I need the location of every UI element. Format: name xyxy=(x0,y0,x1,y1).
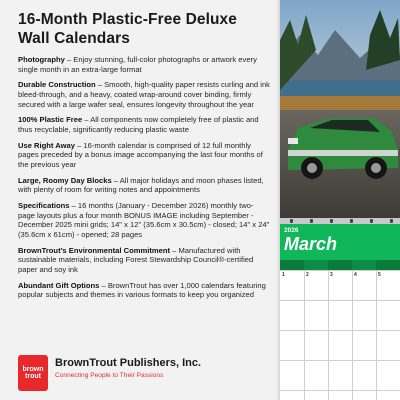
feature-heading: Durable Construction xyxy=(18,80,96,90)
feature-heading: BrownTrout’s Environmental Commitment xyxy=(18,245,171,255)
month-header xyxy=(280,224,400,260)
publisher-footer xyxy=(18,355,278,395)
logo-text-top: brown xyxy=(22,366,44,373)
publisher-name: BrownTrout Publishers, Inc. xyxy=(55,357,202,369)
feature-heading: Photography xyxy=(18,55,65,64)
grid-line xyxy=(280,270,400,271)
feature-item xyxy=(18,80,270,109)
feature-heading: Use Right Away xyxy=(18,140,75,150)
grid-line xyxy=(352,270,353,400)
day-header xyxy=(304,260,328,270)
feature-text: – Enjoy stunning, full-color photographs or artwork every single month in an extra-large format xyxy=(18,55,257,74)
browntrout-logo xyxy=(18,355,48,391)
publisher-tagline: Connecting People to Their Passions xyxy=(55,372,164,379)
day-number: 4 xyxy=(354,272,357,278)
feature-item xyxy=(18,115,270,134)
feature-text: – BrownTrout has over 1,000 calendars featuring popular subjects and themes in various formats to keep you organized xyxy=(18,280,266,300)
feature-heading: Large, Roomy Day Blocks xyxy=(18,175,112,185)
feature-item xyxy=(18,201,270,239)
day-number: 1 xyxy=(282,272,285,278)
page-title: 16-Month Plastic-Free Deluxe Wall Calendars xyxy=(18,11,237,47)
binding-hole xyxy=(370,219,373,223)
grid-line xyxy=(280,360,400,361)
calendar-photo xyxy=(280,0,400,218)
feature-heading: Specifications xyxy=(18,201,70,211)
day-header xyxy=(352,260,376,270)
car-photo-image xyxy=(280,0,400,218)
feature-text: – Manufactured with sustainable materials, including Forest Stewardship Council®-certified paper and soy ink xyxy=(18,245,254,274)
binding-hole xyxy=(310,219,313,223)
feature-text: – Smooth, high-quality paper resists curling and ink bleed-through, and a heavy, coated wrap-around cover binding, firmly secured with a large wafer seal, ensures longevity throughout the year xyxy=(18,80,270,109)
day-number: 5 xyxy=(378,272,381,278)
feature-text: – 16-month calendar is comprised of 12 full monthly pages preceded by a bonus image accompanying the last four months of the previous year xyxy=(18,140,263,169)
binding-hole xyxy=(390,219,393,223)
feature-list xyxy=(18,55,270,306)
grid-line xyxy=(376,270,377,400)
grid-line xyxy=(280,300,400,301)
feature-text: – All major holidays and moon phases listed, with plenty of room for writing notes and appointments xyxy=(18,175,264,195)
day-number: 2 xyxy=(306,272,309,278)
grid-line xyxy=(328,270,329,400)
day-number: 3 xyxy=(330,272,333,278)
calendar-grid xyxy=(280,260,400,400)
feature-item xyxy=(18,281,270,300)
feature-item xyxy=(18,176,270,195)
binding-hole xyxy=(290,219,293,223)
binding-hole xyxy=(350,219,353,223)
grid-line xyxy=(280,390,400,391)
calendar-year: 2026 xyxy=(284,227,299,234)
logo-text-bottom: trout xyxy=(25,373,41,380)
feature-heading: 100% Plastic Free xyxy=(18,115,83,125)
day-header xyxy=(376,260,400,270)
feature-heading: Abundant Gift Options xyxy=(18,280,100,290)
feature-item xyxy=(18,55,270,74)
feature-item xyxy=(18,141,270,170)
binding-hole xyxy=(330,219,333,223)
feature-item xyxy=(18,246,270,275)
grid-line xyxy=(304,270,305,400)
grid-line xyxy=(280,330,400,331)
feature-text: – All components now completely free of plastic and thus recyclable, significantly reducing plastic waste xyxy=(18,115,259,134)
day-header xyxy=(280,260,304,270)
day-header xyxy=(328,260,352,270)
calendar-month: March xyxy=(284,234,338,254)
feature-text: – 16 months (January - December 2026) monthly two-page layouts plus a four month BONUS IMAGE including September - December 2025 mini grids; 14" x 12" (35.6cm x 30.5cm) - closed; 14" x 24" (35.6cm x 61cm) - opened; 28 pages xyxy=(18,201,270,239)
calendar-preview xyxy=(280,0,400,400)
